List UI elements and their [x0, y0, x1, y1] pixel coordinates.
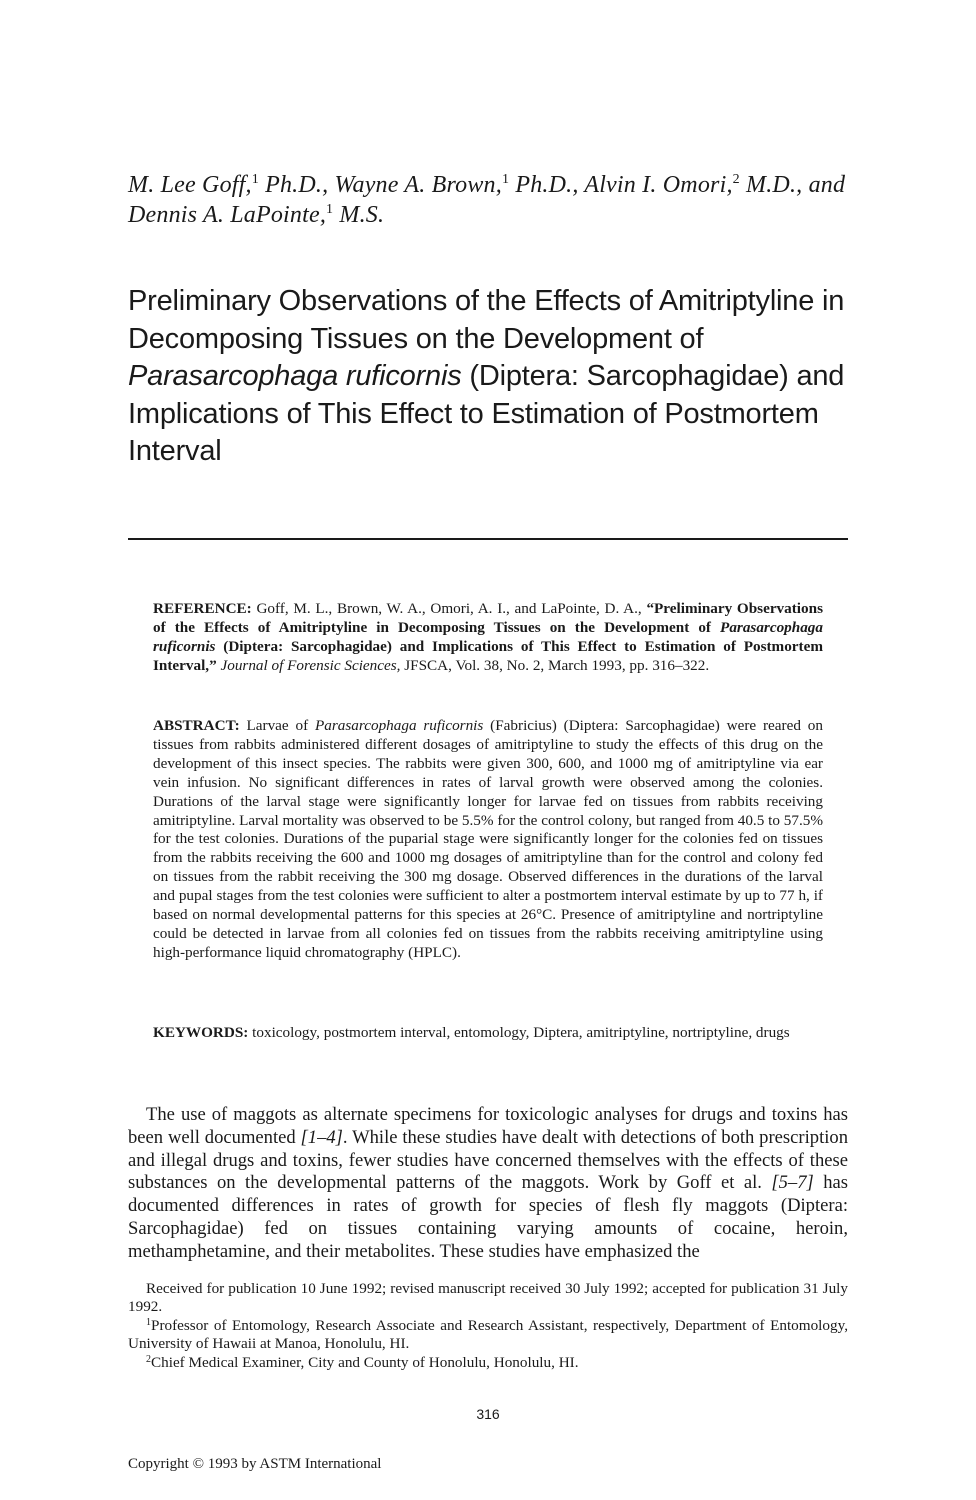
body-text-c: has documented differences in rates of growth for species of flesh fly maggots (Diptera: Sarcophagidae) fed on tissues containing varying amounts of cocaine, heroin, methamphetamine, and their metabolites. These studies have emphasized the [128, 1172, 848, 1262]
reference-details: JFSCA, Vol. 38, No. 2, March 1993, pp. 316–322. [400, 656, 710, 674]
copyright-notice: Copyright © 1993 by ASTM International [128, 1456, 382, 1472]
author-name: Alvin I. Omori, [584, 172, 733, 198]
footnote-1 [128, 1317, 848, 1354]
footnote-mark: 1 [146, 1316, 151, 1328]
reference-label: REFERENCE: [153, 600, 252, 617]
author-degree: M.S. [333, 202, 385, 228]
abstract-text: (Fabricius) (Diptera: Sarcophagidae) were reared on tissues from rabbits administered different dosages of amitriptyline to study the effects of this drug on the development of this insect species. The rabbits were given 300, 600, and 1000 mg of amitriptyline via ear vein infusion. No significant differences in rates of larval growth were observed among the colonies. Durations of the larval stage were significantly longer for larvae fed on tissues from rabbits receiving amitriptyline. Larval mortality was observed to be 5.5% for the control colony, but ranged from 40.5 to 57.5% for the test colonies. Durations of the puparial stage were significantly longer for the colonies fed on tissues from the rabbits receiving the 600 and 1000 mg dosages of amitriptyline than for the control and colony fed on tissues from the rabbit receiving the 300 mg dosage. Observed differences in the durations of the larval and pupal stages from the test colonies were sufficient to alter a postmortem interval estimate by up to 77 h, if based on normal developmental patterns for this species at 26°C. Presence of amitriptyline and nortriptyline could be detected in larvae from all colonies fed on tissues from the rabbits receiving amitriptyline using high-performance liquid chromatography (HPLC). [153, 717, 823, 961]
reference-journal: Journal of Forensic Sciences, [216, 656, 401, 674]
citation: [5–7] [771, 1172, 814, 1194]
reference-authors: Goff, M. L., Brown, W. A., Omori, A. I., and LaPointe, D. A., [251, 600, 647, 617]
footnotes [128, 1280, 848, 1372]
affiliation-mark: 2 [732, 172, 740, 187]
title-part-1: Preliminary Observations of the Effects of Amitriptyline in Decomposing Tissues on the Development of [128, 285, 845, 355]
abstract-block [153, 717, 823, 963]
title-species: Parasarcophaga ruficornis [128, 360, 462, 392]
reference-title-a: “Preliminary Observations of the Effects of Amitriptyline in Decomposing Tissues on the Development of [153, 600, 823, 636]
keywords-label: KEYWORDS: [153, 1024, 249, 1041]
author-joiner: and [808, 172, 846, 198]
footnote-text: Professor of Entomology, Research Associate and Research Assistant, respectively, Department of Entomology, University of Hawaii at Manoa, Honolulu, HI. [128, 1316, 848, 1353]
reference-title-b: (Diptera: Sarcophagidae) and Implications of This Effect to Estimation of Postmortem Interval,” [153, 637, 823, 674]
affiliation-mark: 1 [501, 172, 510, 187]
author-degree: M.D., [739, 172, 809, 198]
affiliation-mark: 1 [251, 172, 259, 187]
abstract-species: Parasarcophaga ruficornis [315, 717, 484, 734]
author-degree: Ph.D., [258, 172, 335, 198]
footnote-mark: 2 [146, 1353, 151, 1365]
abstract-pre: Larvae of [239, 717, 316, 734]
page-number: 316 [476, 1406, 500, 1422]
affiliation-mark: 1 [326, 202, 334, 217]
title-part-2: (Diptera: Sarcophagidae) and Implications of This Effect to Estimation of Postmortem Interval [128, 360, 845, 467]
author-name: M. Lee Goff, [128, 172, 252, 198]
title-divider [128, 538, 848, 540]
author-list [128, 170, 848, 230]
paper-title [128, 283, 858, 471]
author-name: Wayne A. Brown, [334, 172, 502, 198]
abstract-label: ABSTRACT: [153, 717, 240, 734]
citation: [1–4] [300, 1126, 343, 1148]
body-text-b: . While these studies have dealt with detections of both prescription and illegal drugs and toxins, fewer studies have concerned themselves with the effects of these substances on the developmental patterns of the maggots. Work by Goff et al. [128, 1126, 848, 1194]
body-text-a: The use of maggots as alternate specimens for toxicologic analyses for drugs and toxins has been well documented [128, 1104, 848, 1148]
author-name: Dennis A. LaPointe, [128, 202, 327, 228]
author-degree: Ph.D., [509, 172, 585, 198]
keywords-block [153, 1024, 823, 1043]
reference-title-species: Parasarcophaga ruficornis [153, 618, 823, 655]
keywords-text: toxicology, postmortem interval, entomology, Diptera, amitriptyline, nortriptyline, drugs [248, 1024, 790, 1041]
reference-block [153, 600, 823, 676]
footnote-text: Chief Medical Examiner, City and County of Honolulu, Honolulu, HI. [151, 1353, 579, 1371]
footnote-2 [128, 1354, 848, 1372]
body-paragraph [128, 1104, 848, 1264]
received-note: Received for publication 10 June 1992; revised manuscript received 30 July 1992; accepted for publication 31 July 1992. [128, 1280, 848, 1316]
